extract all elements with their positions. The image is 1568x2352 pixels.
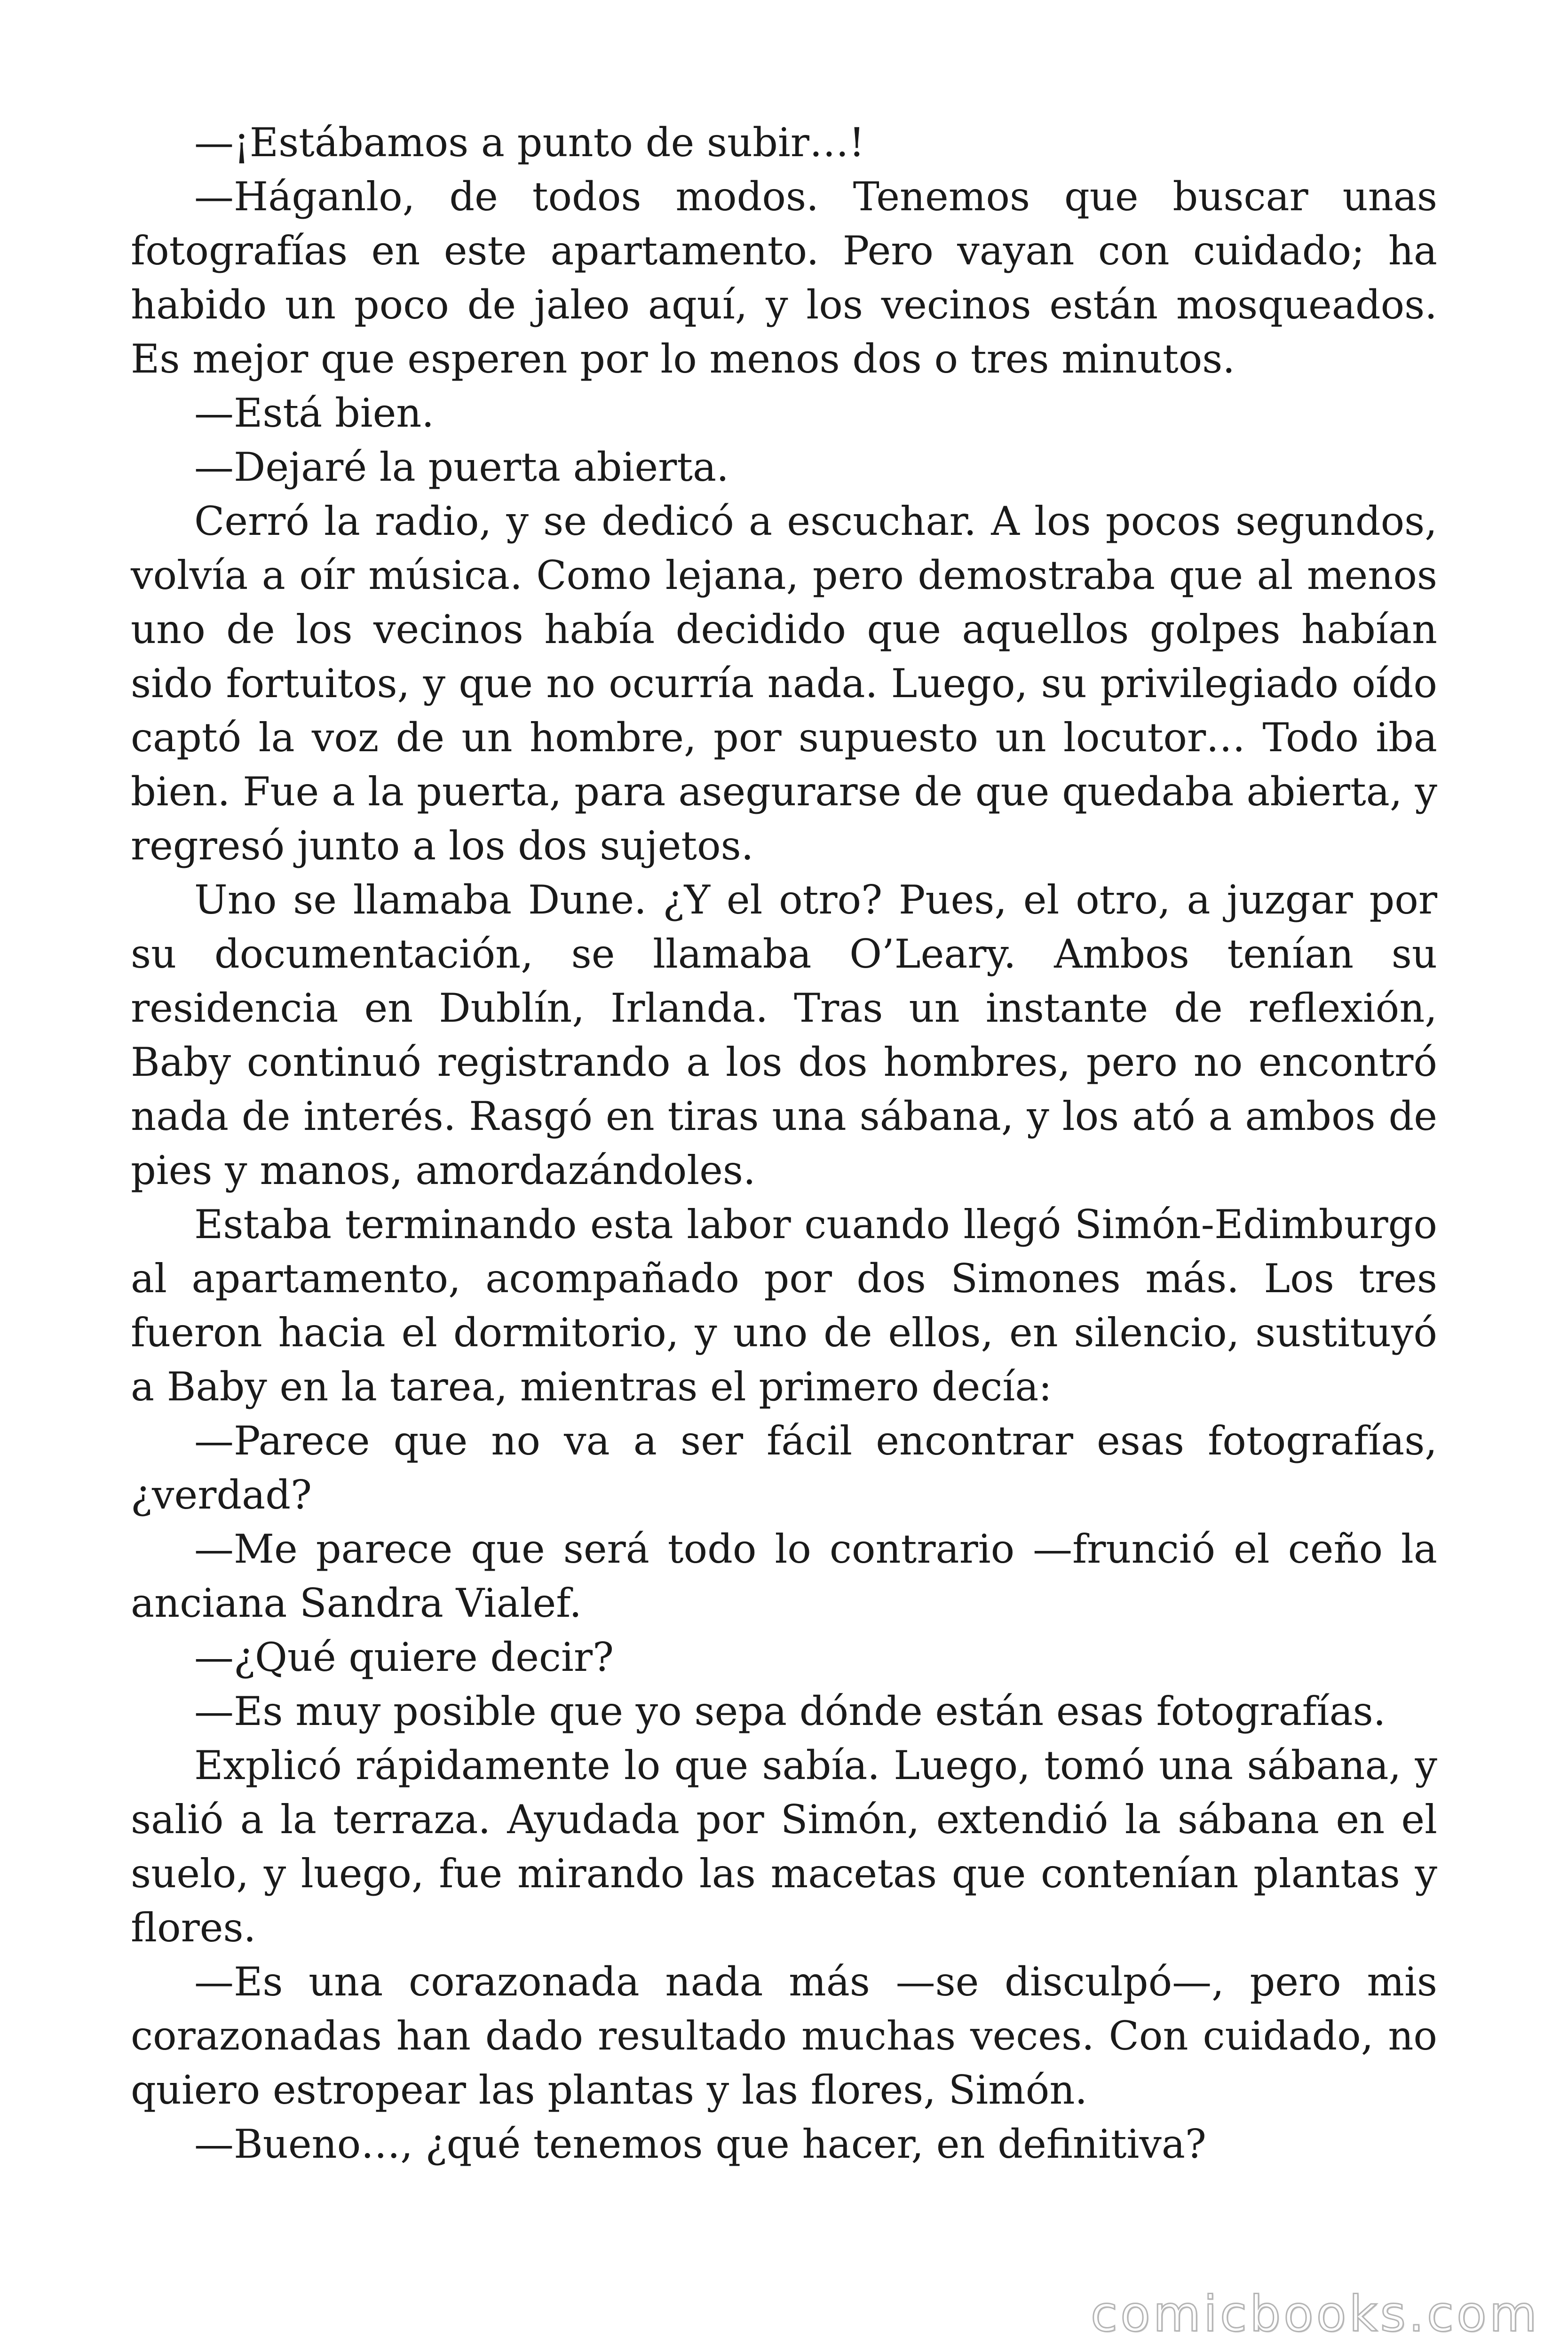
paragraph-12: Explicó rápidamente lo que sabía. Luego, tomó una sábana, y salió a la terraza. Ayudada por Simón, extendió la sábana en el suelo, y luego, fue mirando las macetas que contenían plantas y flores. [131, 1742, 1437, 1951]
paragraph-5: Cerró la radio, y se dedicó a escuchar. A los pocos segundos, volvía a oír música. Como lejana, pero demostraba que al menos uno de los vecinos había decidido que aquellos golpes habían sido fortuitos, y que no ocurría nada. Luego, su privilegiado oído captó la voz de un hombre, por supuesto un locutor… Todo iba bien. Fue a la puerta, para asegurarse de que quedaba abierta, y regresó junto a los dos sujetos. [131, 498, 1437, 869]
paragraph-6: Uno se llamaba Dune. ¿Y el otro? Pues, el otro, a juzgar por su documentación, se llamaba O’Leary. Ambos tenían su residencia en Dublín, Irlanda. Tras un instante de reflexión, Baby continuó registrando a los dos hombres, pero no encontró nada de interés. Rasgó en tiras una sábana, y los ató a ambos de pies y manos, amordazándoles. [131, 877, 1437, 1193]
paragraph-14: —Bueno…, ¿qué tenemos que hacer, en definitiva? [194, 2121, 1206, 2167]
paragraph-13: —Es una corazonada nada más —se disculpó—, pero mis corazonadas han dado resultado muchas veces. Con cuidado, no quiero estropear las plantas y las flores, Simón. [131, 1959, 1437, 2113]
paragraph-10: —¿Qué quiere decir? [194, 1634, 614, 1680]
paragraph-2: —Háganlo, de todos modos. Tenemos que buscar unas fotografías en este apartamento. Pero vayan con cuidado; ha habido un poco de jaleo aquí, y los vecinos están mosqueados. Es mejor que esperen por lo menos dos o tres minutos. [131, 174, 1437, 382]
watermark: comicbooks.com [1090, 2285, 1540, 2343]
paragraph-1: —¡Estábamos a punto de subir…! [194, 119, 865, 166]
paragraph-3: —Está bien. [194, 390, 435, 436]
paragraph-4: —Dejaré la puerta abierta. [194, 444, 729, 490]
paragraph-9: —Me parece que será todo lo contrario —frunció el ceño la anciana Sandra Vialef. [131, 1526, 1437, 1626]
paragraph-11: —Es muy posible que yo sepa dónde están esas fotografías. [194, 1688, 1386, 1734]
paragraph-7: Estaba terminando esta labor cuando llegó Simón-Edimburgo al apartamento, acompañado por dos Simones más. Los tres fueron hacia el dormitorio, y uno de ellos, en silencio, sustituyó a Baby en la tarea, mientras el primero decía: [131, 1201, 1437, 1410]
paragraph-8: —Parece que no va a ser fácil encontrar esas fotografías, ¿verdad? [131, 1418, 1437, 1518]
body-text [131, 116, 1437, 2171]
